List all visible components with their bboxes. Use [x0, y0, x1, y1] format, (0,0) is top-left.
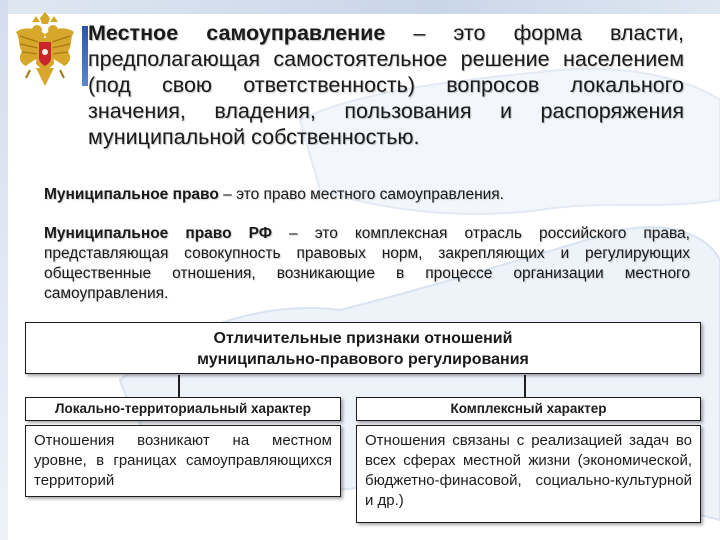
connector-vertical-right [524, 375, 526, 397]
feature-right-body: Отношения связаны с реализацией задач во всех сферах местной жизни (экономической, бюджетно-финасовой, социально-культурной и др.) [356, 425, 701, 523]
russian-coat-of-arms-icon [12, 12, 78, 92]
definition-term: Муниципальное право РФ [44, 225, 272, 242]
definition-term: Муниципальное право [44, 186, 219, 203]
intro-paragraph [88, 20, 684, 150]
intro-definition: – это форма власти, предполагающая самостоятельное решение населением (под свою ответственность) вопросов локального значения, владения, пользования и распоряжения муниципальной собственностью. [88, 21, 684, 149]
intro-term: Местное самоуправление [88, 21, 386, 45]
definition-text: – это комплексная отрасль российского права, представляющая совокупность правовых норм, закрепляющих и регулирующих общественные отношения, возникающие в процессе организации местного самоуправления. [44, 225, 690, 302]
definition-municipal-law [44, 185, 690, 205]
feature-left-body: Отношения возникают на местном уровне, в границах самоуправляющихся территорий [25, 425, 341, 497]
left-band [0, 0, 8, 540]
definition-municipal-law-rf [44, 224, 690, 304]
top-band [0, 0, 720, 14]
features-header-line2: муниципально-правового регулирования [197, 351, 529, 368]
definition-text: – это право местного самоуправления. [218, 186, 504, 203]
features-header-box [25, 322, 701, 374]
feature-right-title: Комплексный характер [356, 397, 701, 421]
connector-vertical-left [178, 375, 180, 397]
features-header-line1: Отличительные признаки отношений [213, 330, 513, 347]
feature-left-title: Локально-территориальный характер [25, 397, 341, 421]
